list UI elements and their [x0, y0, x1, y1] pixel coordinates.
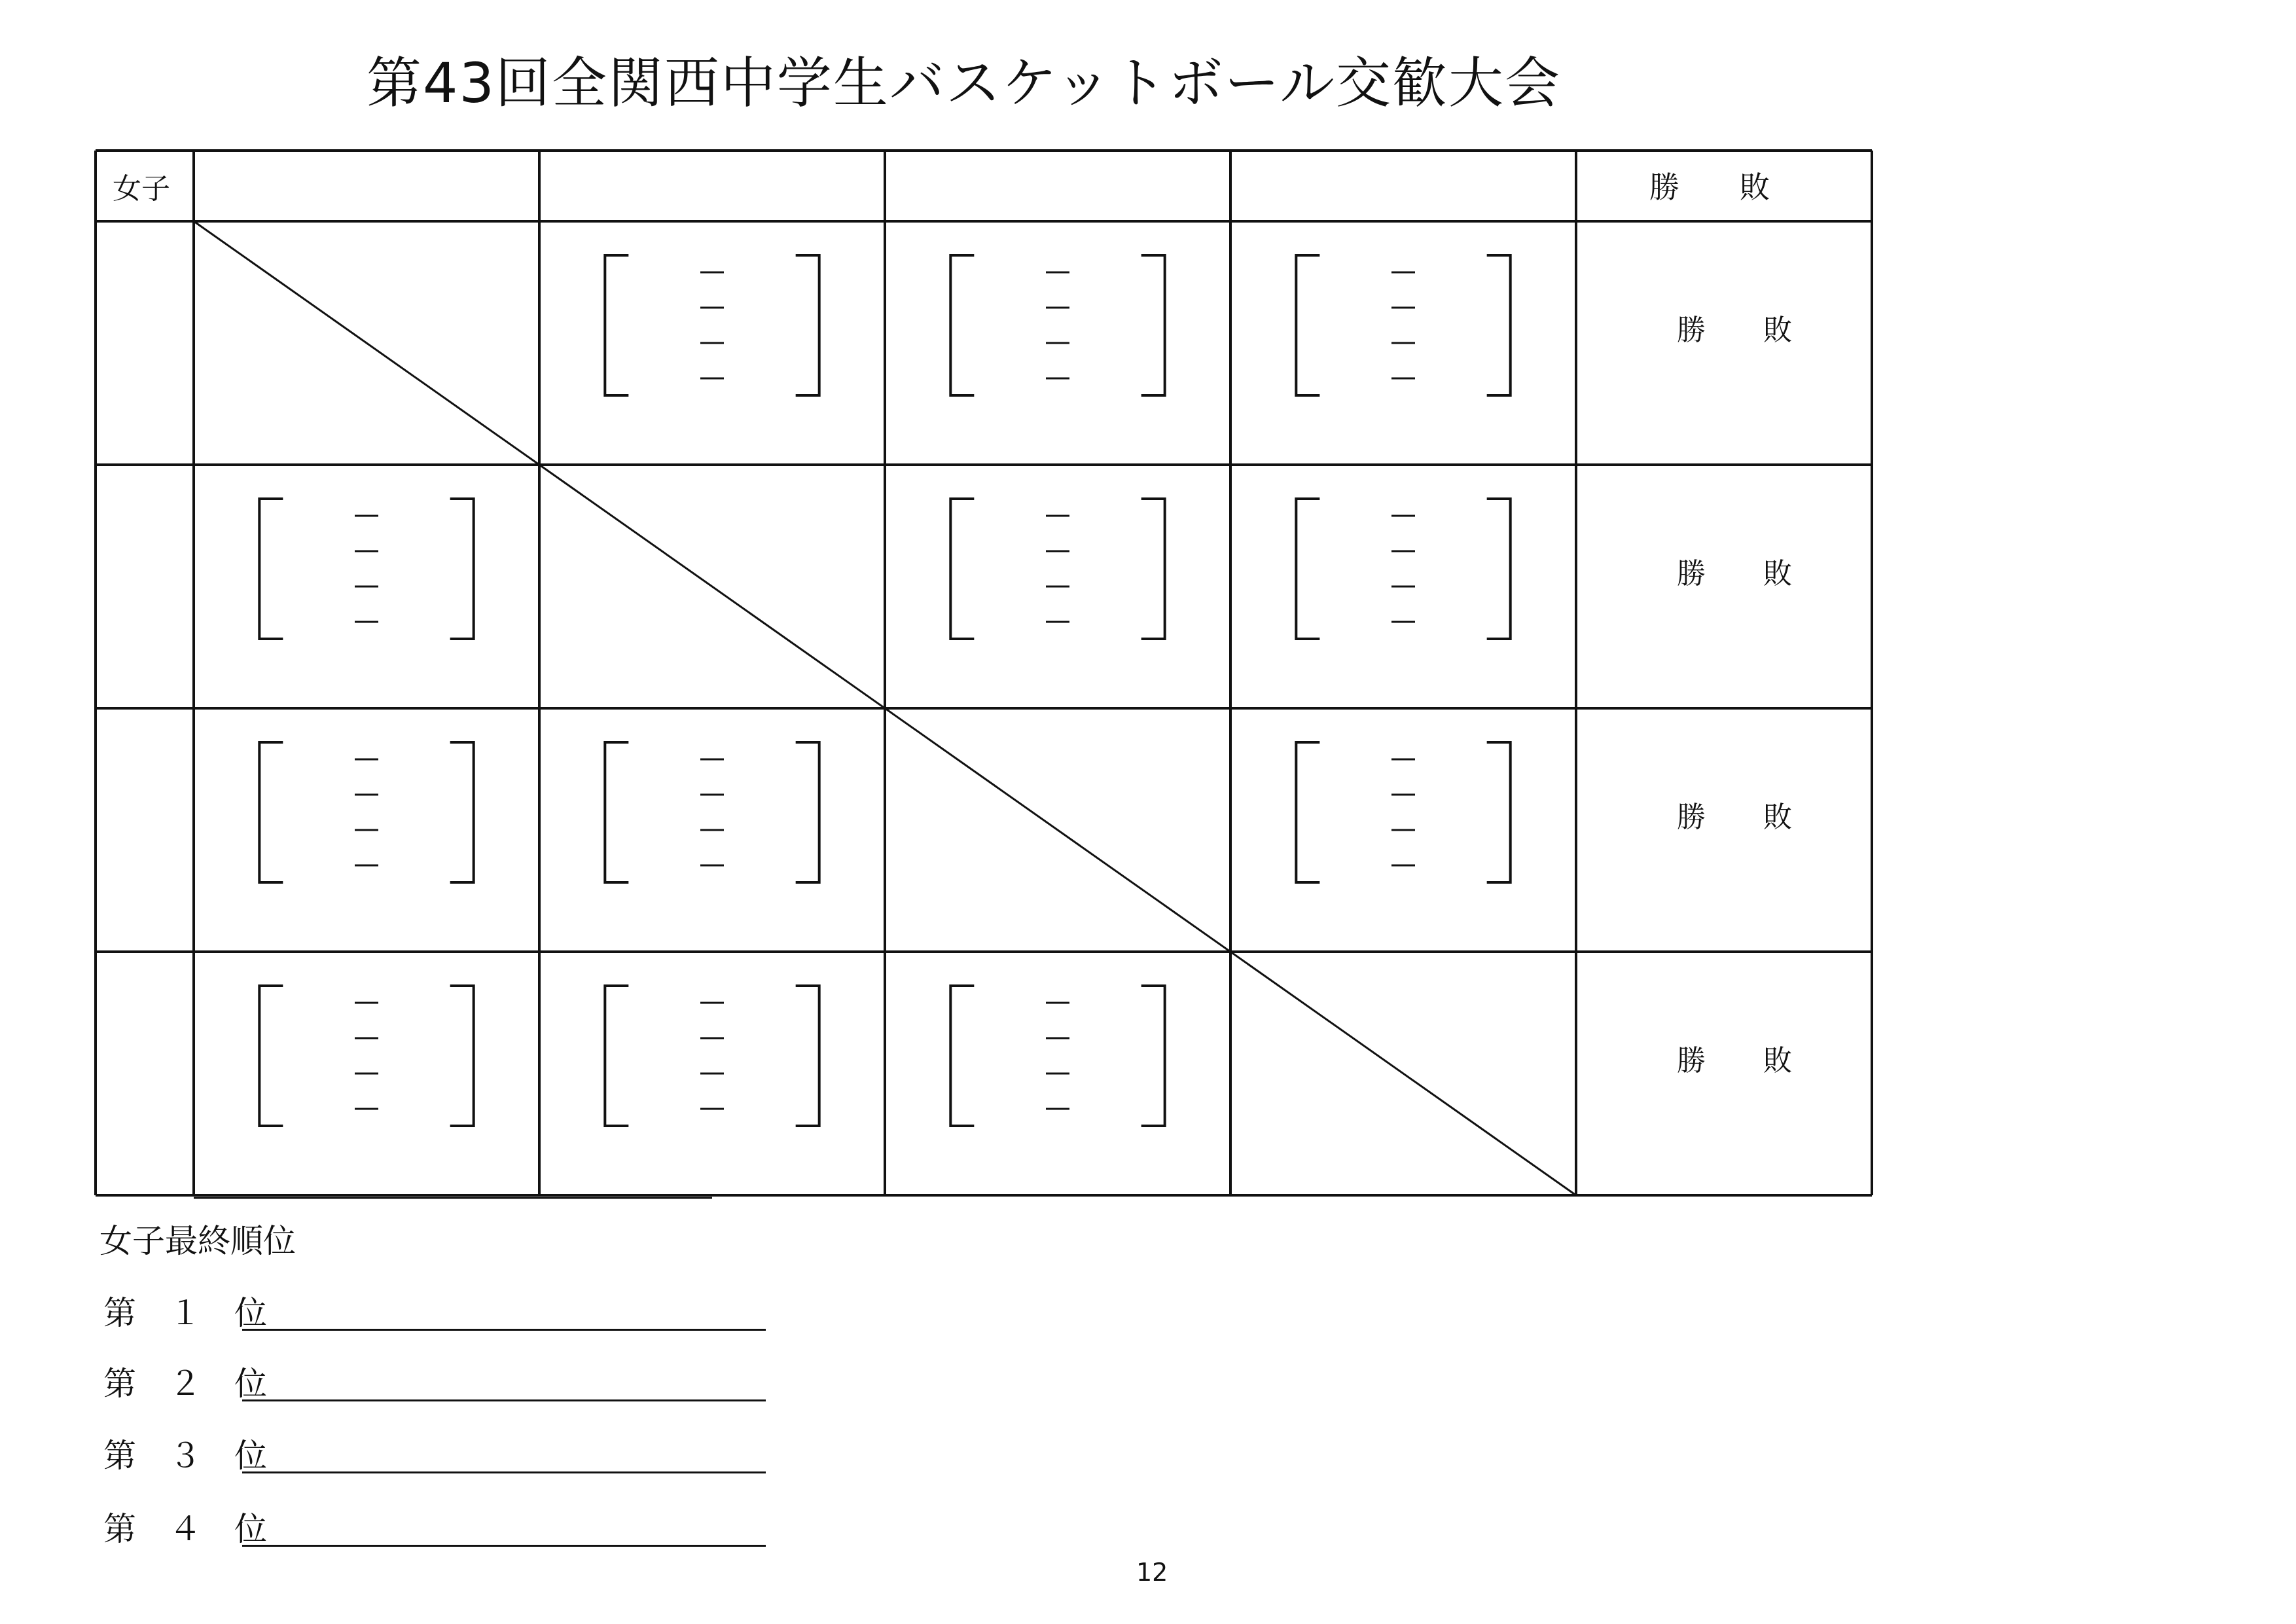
- right-bracket: [1141, 499, 1165, 639]
- score-entry-box[interactable]: [605, 742, 819, 882]
- win-loss-header: 勝 敗: [1649, 170, 1770, 205]
- rank-label: 第 ２ 位: [103, 1365, 267, 1403]
- page-number: 12: [1136, 1558, 1168, 1587]
- right-bracket: [1487, 255, 1511, 395]
- left-bracket: [950, 499, 974, 639]
- right-bracket: [796, 742, 819, 882]
- score-entry-box[interactable]: [259, 499, 473, 639]
- score-entry-box[interactable]: [1296, 255, 1510, 395]
- rank-label: 第 ３ 位: [103, 1437, 267, 1475]
- left-bracket: [1296, 499, 1319, 639]
- left-bracket: [259, 742, 283, 882]
- row-win-loss: 勝 敗: [1677, 557, 1792, 590]
- rank-entry-line[interactable]: [242, 1545, 766, 1547]
- left-bracket: [950, 986, 974, 1126]
- row-win-loss: 勝 敗: [1677, 1044, 1792, 1077]
- right-bracket: [1141, 986, 1165, 1126]
- score-entry-box[interactable]: [259, 742, 473, 882]
- right-bracket: [1487, 742, 1511, 882]
- left-bracket: [950, 255, 974, 395]
- score-entry-box[interactable]: [1296, 742, 1510, 882]
- left-bracket: [605, 255, 628, 395]
- rank-entry-line[interactable]: [242, 1329, 766, 1331]
- score-entry-box[interactable]: [605, 986, 819, 1126]
- score-entry-box[interactable]: [259, 986, 473, 1126]
- row-win-loss: 勝 敗: [1677, 314, 1792, 347]
- right-bracket: [450, 986, 474, 1126]
- left-bracket: [605, 742, 628, 882]
- score-entry-box[interactable]: [1296, 499, 1510, 639]
- rank-label: 第 １ 位: [103, 1294, 267, 1332]
- left-bracket: [605, 986, 628, 1126]
- left-bracket: [1296, 255, 1319, 395]
- standings-title: 女子最終順位: [99, 1222, 296, 1260]
- rank-row-4: [103, 1503, 692, 1549]
- row-win-loss: 勝 敗: [1677, 801, 1792, 834]
- score-entry-box[interactable]: [950, 255, 1164, 395]
- page-title: 第43回全関西中学生バスケットボール交歓大会: [367, 51, 1562, 115]
- right-bracket: [450, 742, 474, 882]
- rank-row-2: [103, 1358, 692, 1403]
- rank-entry-line[interactable]: [242, 1399, 766, 1401]
- right-bracket: [450, 499, 474, 639]
- rank-label: 第 ４ 位: [103, 1510, 267, 1548]
- corner-label: 女子: [113, 172, 170, 206]
- right-bracket: [796, 986, 819, 1126]
- score-entry-box[interactable]: [605, 255, 819, 395]
- score-entry-box[interactable]: [950, 986, 1164, 1126]
- right-bracket: [1487, 499, 1511, 639]
- left-bracket: [1296, 742, 1319, 882]
- score-entry-box[interactable]: [950, 499, 1164, 639]
- rank-row-1: [103, 1287, 692, 1333]
- left-bracket: [259, 986, 283, 1126]
- rank-entry-line[interactable]: [242, 1471, 766, 1473]
- right-bracket: [796, 255, 819, 395]
- rank-row-3: [103, 1430, 692, 1475]
- left-bracket: [259, 499, 283, 639]
- right-bracket: [1141, 255, 1165, 395]
